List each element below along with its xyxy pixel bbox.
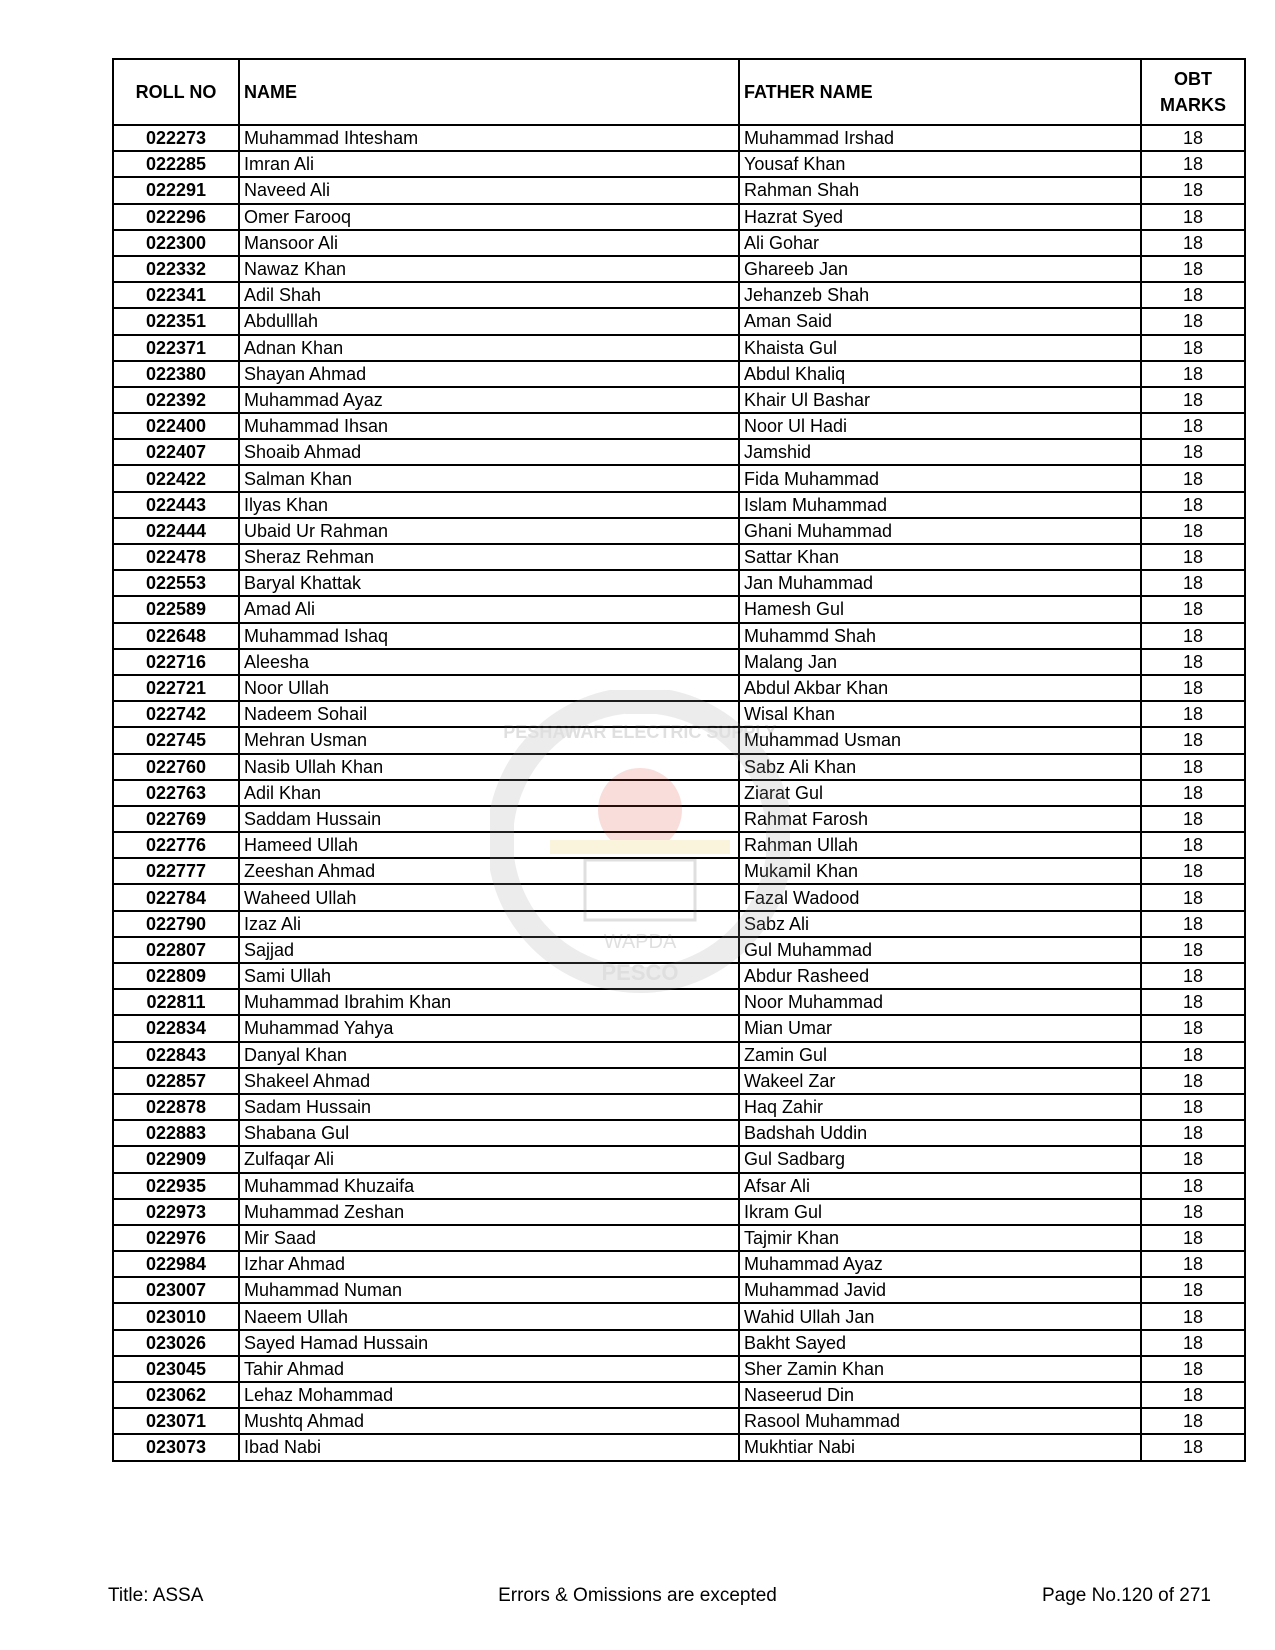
cell-obt-marks: 18 xyxy=(1141,518,1245,544)
cell-roll-no: 022407 xyxy=(113,439,239,465)
footer-title: Title: ASSA xyxy=(108,1585,204,1606)
cell-father-name: Ikram Gul xyxy=(739,1199,1141,1225)
table-row xyxy=(113,727,1245,753)
cell-father-name: Malang Jan xyxy=(739,649,1141,675)
footer-note: Errors & Omissions are excepted xyxy=(498,1585,777,1606)
cell-name: Muhammad Ishaq xyxy=(239,623,739,649)
watermark-ring-text: PESHAWAR ELECTRIC SUPPLY xyxy=(503,722,777,742)
cell-father-name: Mukhtiar Nabi xyxy=(739,1434,1141,1460)
cell-father-name: Ghani Muhammad xyxy=(739,518,1141,544)
cell-roll-no: 022973 xyxy=(113,1199,239,1225)
cell-obt-marks: 18 xyxy=(1141,832,1245,858)
table-row xyxy=(113,1382,1245,1408)
cell-obt-marks: 18 xyxy=(1141,570,1245,596)
table-row xyxy=(113,649,1245,675)
cell-father-name: Noor Ul Hadi xyxy=(739,413,1141,439)
cell-roll-no: 022444 xyxy=(113,518,239,544)
cell-obt-marks: 18 xyxy=(1141,884,1245,910)
cell-obt-marks: 18 xyxy=(1141,596,1245,622)
table-row xyxy=(113,256,1245,282)
cell-roll-no: 022332 xyxy=(113,256,239,282)
cell-name: Muhammad Ibrahim Khan xyxy=(239,989,739,1015)
cell-name: Sajjad xyxy=(239,937,739,963)
cell-obt-marks: 18 xyxy=(1141,1277,1245,1303)
cell-name: Aleesha xyxy=(239,649,739,675)
cell-father-name: Jehanzeb Shah xyxy=(739,282,1141,308)
cell-roll-no: 023045 xyxy=(113,1356,239,1382)
cell-roll-no: 022811 xyxy=(113,989,239,1015)
table-row xyxy=(113,963,1245,989)
cell-name: Naeem Ullah xyxy=(239,1303,739,1329)
cell-obt-marks: 18 xyxy=(1141,465,1245,491)
cell-father-name: Ali Gohar xyxy=(739,230,1141,256)
cell-name: Mansoor Ali xyxy=(239,230,739,256)
table-row xyxy=(113,832,1245,858)
cell-father-name: Gul Muhammad xyxy=(739,937,1141,963)
cell-name: Adnan Khan xyxy=(239,335,739,361)
cell-obt-marks: 18 xyxy=(1141,177,1245,203)
cell-obt-marks: 18 xyxy=(1141,937,1245,963)
table-row xyxy=(113,1094,1245,1120)
cell-obt-marks: 18 xyxy=(1141,1382,1245,1408)
cell-name: Sayed Hamad Hussain xyxy=(239,1330,739,1356)
table-row xyxy=(113,596,1245,622)
table-row xyxy=(113,701,1245,727)
cell-roll-no: 022883 xyxy=(113,1120,239,1146)
cell-roll-no: 022721 xyxy=(113,675,239,701)
cell-name: Muhammad Ihsan xyxy=(239,413,739,439)
cell-obt-marks: 18 xyxy=(1141,623,1245,649)
cell-roll-no: 022351 xyxy=(113,308,239,334)
cell-obt-marks: 18 xyxy=(1141,989,1245,1015)
table-row xyxy=(113,151,1245,177)
cell-roll-no: 022478 xyxy=(113,544,239,570)
cell-obt-marks: 18 xyxy=(1141,1434,1245,1460)
cell-name: Izhar Ahmad xyxy=(239,1251,739,1277)
cell-name: Shoaib Ahmad xyxy=(239,439,739,465)
table-row xyxy=(113,570,1245,596)
table-row xyxy=(113,884,1245,910)
cell-name: Muhammad Yahya xyxy=(239,1015,739,1041)
cell-obt-marks: 18 xyxy=(1141,151,1245,177)
cell-father-name: Muhammd Shah xyxy=(739,623,1141,649)
table-row xyxy=(113,1330,1245,1356)
cell-name: Sheraz Rehman xyxy=(239,544,739,570)
table-row xyxy=(113,308,1245,334)
cell-name: Adil Khan xyxy=(239,780,739,806)
cell-obt-marks: 18 xyxy=(1141,1015,1245,1041)
cell-roll-no: 022589 xyxy=(113,596,239,622)
table-row xyxy=(113,204,1245,230)
cell-name: Muhammad Khuzaifa xyxy=(239,1173,739,1199)
header-obt-marks xyxy=(1141,59,1245,125)
cell-name: Abdulllah xyxy=(239,308,739,334)
cell-name: Izaz Ali xyxy=(239,911,739,937)
table-row xyxy=(113,413,1245,439)
cell-father-name: Sher Zamin Khan xyxy=(739,1356,1141,1382)
cell-roll-no: 023026 xyxy=(113,1330,239,1356)
cell-roll-no: 022392 xyxy=(113,387,239,413)
cell-obt-marks: 18 xyxy=(1141,754,1245,780)
cell-obt-marks: 18 xyxy=(1141,387,1245,413)
cell-roll-no: 022809 xyxy=(113,963,239,989)
header-obt-marks-line1: OBT xyxy=(1174,69,1212,89)
cell-roll-no: 022296 xyxy=(113,204,239,230)
cell-obt-marks: 18 xyxy=(1141,308,1245,334)
cell-father-name: Khaista Gul xyxy=(739,335,1141,361)
cell-name: Danyal Khan xyxy=(239,1042,739,1068)
watermark-org-text: WAPDA xyxy=(603,931,677,953)
header-obt-marks-line2: MARKS xyxy=(1160,95,1226,115)
cell-roll-no: 023010 xyxy=(113,1303,239,1329)
cell-obt-marks: 18 xyxy=(1141,204,1245,230)
table-row xyxy=(113,1277,1245,1303)
cell-name: Muhammad Ayaz xyxy=(239,387,739,413)
table-row xyxy=(113,1146,1245,1172)
cell-name: Adil Shah xyxy=(239,282,739,308)
cell-name: Sami Ullah xyxy=(239,963,739,989)
cell-name: Shakeel Ahmad xyxy=(239,1068,739,1094)
cell-obt-marks: 18 xyxy=(1141,230,1245,256)
table-row xyxy=(113,989,1245,1015)
table-row xyxy=(113,911,1245,937)
cell-name: Waheed Ullah xyxy=(239,884,739,910)
table-row xyxy=(113,623,1245,649)
cell-roll-no: 022716 xyxy=(113,649,239,675)
cell-father-name: Hamesh Gul xyxy=(739,596,1141,622)
cell-name: Muhammad Numan xyxy=(239,1277,739,1303)
cell-father-name: Yousaf Khan xyxy=(739,151,1141,177)
cell-father-name: Abdul Akbar Khan xyxy=(739,675,1141,701)
cell-father-name: Noor Muhammad xyxy=(739,989,1141,1015)
table-row xyxy=(113,465,1245,491)
cell-father-name: Aman Said xyxy=(739,308,1141,334)
cell-father-name: Badshah Uddin xyxy=(739,1120,1141,1146)
table-row xyxy=(113,1408,1245,1434)
table-row xyxy=(113,544,1245,570)
cell-roll-no: 023007 xyxy=(113,1277,239,1303)
table-row xyxy=(113,387,1245,413)
table-row xyxy=(113,858,1245,884)
cell-name: Omer Farooq xyxy=(239,204,739,230)
cell-roll-no: 022300 xyxy=(113,230,239,256)
cell-obt-marks: 18 xyxy=(1141,858,1245,884)
cell-father-name: Mian Umar xyxy=(739,1015,1141,1041)
cell-obt-marks: 18 xyxy=(1141,413,1245,439)
table-row xyxy=(113,1225,1245,1251)
cell-roll-no: 022976 xyxy=(113,1225,239,1251)
table-row xyxy=(113,675,1245,701)
cell-obt-marks: 18 xyxy=(1141,256,1245,282)
watermark-abbr-text: PESCO xyxy=(601,960,679,985)
cell-roll-no: 023071 xyxy=(113,1408,239,1434)
cell-name: Naveed Ali xyxy=(239,177,739,203)
cell-roll-no: 022763 xyxy=(113,780,239,806)
cell-roll-no: 023062 xyxy=(113,1382,239,1408)
cell-obt-marks: 18 xyxy=(1141,1330,1245,1356)
cell-name: Saddam Hussain xyxy=(239,806,739,832)
results-table xyxy=(112,58,1246,1462)
table-row xyxy=(113,1015,1245,1041)
cell-name: Mir Saad xyxy=(239,1225,739,1251)
cell-obt-marks: 18 xyxy=(1141,1173,1245,1199)
table-header-row xyxy=(113,59,1245,125)
cell-obt-marks: 18 xyxy=(1141,727,1245,753)
cell-name: Nasib Ullah Khan xyxy=(239,754,739,780)
cell-name: Zeeshan Ahmad xyxy=(239,858,739,884)
cell-roll-no: 022790 xyxy=(113,911,239,937)
table-row xyxy=(113,1199,1245,1225)
cell-father-name: Islam Muhammad xyxy=(739,492,1141,518)
table-row xyxy=(113,1042,1245,1068)
cell-name: Baryal Khattak xyxy=(239,570,739,596)
cell-name: Sadam Hussain xyxy=(239,1094,739,1120)
cell-father-name: Wakeel Zar xyxy=(739,1068,1141,1094)
cell-roll-no: 022742 xyxy=(113,701,239,727)
table-row xyxy=(113,1434,1245,1460)
cell-father-name: Bakht Sayed xyxy=(739,1330,1141,1356)
cell-obt-marks: 18 xyxy=(1141,1303,1245,1329)
cell-roll-no: 022984 xyxy=(113,1251,239,1277)
cell-father-name: Tajmir Khan xyxy=(739,1225,1141,1251)
table-row xyxy=(113,1068,1245,1094)
header-roll-no: ROLL NO xyxy=(113,59,239,125)
cell-father-name: Sabz Ali xyxy=(739,911,1141,937)
cell-name: Imran Ali xyxy=(239,151,739,177)
cell-roll-no: 022935 xyxy=(113,1173,239,1199)
cell-roll-no: 022285 xyxy=(113,151,239,177)
cell-roll-no: 022784 xyxy=(113,884,239,910)
cell-name: Lehaz Mohammad xyxy=(239,1382,739,1408)
cell-father-name: Ziarat Gul xyxy=(739,780,1141,806)
cell-father-name: Wahid Ullah Jan xyxy=(739,1303,1141,1329)
cell-obt-marks: 18 xyxy=(1141,806,1245,832)
cell-father-name: Naseerud Din xyxy=(739,1382,1141,1408)
cell-father-name: Rahmat Farosh xyxy=(739,806,1141,832)
cell-name: Salman Khan xyxy=(239,465,739,491)
cell-roll-no: 022380 xyxy=(113,361,239,387)
table-row xyxy=(113,361,1245,387)
table-row xyxy=(113,492,1245,518)
cell-father-name: Abdul Khaliq xyxy=(739,361,1141,387)
cell-father-name: Rasool Muhammad xyxy=(739,1408,1141,1434)
cell-roll-no: 022834 xyxy=(113,1015,239,1041)
cell-obt-marks: 18 xyxy=(1141,649,1245,675)
cell-roll-no: 022553 xyxy=(113,570,239,596)
cell-obt-marks: 18 xyxy=(1141,361,1245,387)
cell-roll-no: 022422 xyxy=(113,465,239,491)
cell-name: Amad Ali xyxy=(239,596,739,622)
cell-obt-marks: 18 xyxy=(1141,1068,1245,1094)
cell-roll-no: 022807 xyxy=(113,937,239,963)
table-row xyxy=(113,1356,1245,1382)
cell-father-name: Rahman Shah xyxy=(739,177,1141,203)
cell-father-name: Jamshid xyxy=(739,439,1141,465)
cell-name: Shabana Gul xyxy=(239,1120,739,1146)
table-row xyxy=(113,1120,1245,1146)
header-father-name: FATHER NAME xyxy=(739,59,1141,125)
cell-obt-marks: 18 xyxy=(1141,1251,1245,1277)
cell-father-name: Hazrat Syed xyxy=(739,204,1141,230)
cell-obt-marks: 18 xyxy=(1141,675,1245,701)
table-row xyxy=(113,1251,1245,1277)
cell-name: Ilyas Khan xyxy=(239,492,739,518)
cell-obt-marks: 18 xyxy=(1141,701,1245,727)
cell-father-name: Abdur Rasheed xyxy=(739,963,1141,989)
cell-father-name: Sabz Ali Khan xyxy=(739,754,1141,780)
table-row xyxy=(113,518,1245,544)
cell-obt-marks: 18 xyxy=(1141,335,1245,361)
cell-obt-marks: 18 xyxy=(1141,1120,1245,1146)
table-row xyxy=(113,177,1245,203)
cell-obt-marks: 18 xyxy=(1141,911,1245,937)
cell-father-name: Fida Muhammad xyxy=(739,465,1141,491)
cell-roll-no: 022745 xyxy=(113,727,239,753)
cell-roll-no: 022769 xyxy=(113,806,239,832)
cell-roll-no: 022909 xyxy=(113,1146,239,1172)
cell-roll-no: 023073 xyxy=(113,1434,239,1460)
cell-obt-marks: 18 xyxy=(1141,492,1245,518)
cell-roll-no: 022857 xyxy=(113,1068,239,1094)
cell-name: Nawaz Khan xyxy=(239,256,739,282)
table-row xyxy=(113,1173,1245,1199)
header-name: NAME xyxy=(239,59,739,125)
cell-name: Ibad Nabi xyxy=(239,1434,739,1460)
cell-obt-marks: 18 xyxy=(1141,125,1245,151)
cell-obt-marks: 18 xyxy=(1141,1094,1245,1120)
cell-obt-marks: 18 xyxy=(1141,544,1245,570)
cell-father-name: Zamin Gul xyxy=(739,1042,1141,1068)
cell-obt-marks: 18 xyxy=(1141,1042,1245,1068)
cell-roll-no: 022273 xyxy=(113,125,239,151)
cell-name: Shayan Ahmad xyxy=(239,361,739,387)
cell-father-name: Sattar Khan xyxy=(739,544,1141,570)
cell-name: Hameed Ullah xyxy=(239,832,739,858)
cell-roll-no: 022400 xyxy=(113,413,239,439)
cell-roll-no: 022777 xyxy=(113,858,239,884)
cell-obt-marks: 18 xyxy=(1141,1225,1245,1251)
cell-roll-no: 022843 xyxy=(113,1042,239,1068)
results-table-container xyxy=(112,58,1226,1462)
cell-name: Mushtq Ahmad xyxy=(239,1408,739,1434)
cell-father-name: Gul Sadbarg xyxy=(739,1146,1141,1172)
cell-name: Noor Ullah xyxy=(239,675,739,701)
cell-father-name: Mukamil Khan xyxy=(739,858,1141,884)
table-body xyxy=(113,125,1245,1461)
cell-obt-marks: 18 xyxy=(1141,439,1245,465)
cell-father-name: Muhammad Javid xyxy=(739,1277,1141,1303)
cell-obt-marks: 18 xyxy=(1141,780,1245,806)
table-row xyxy=(113,439,1245,465)
cell-father-name: Muhammad Irshad xyxy=(739,125,1141,151)
cell-roll-no: 022443 xyxy=(113,492,239,518)
cell-roll-no: 022371 xyxy=(113,335,239,361)
table-row xyxy=(113,230,1245,256)
cell-father-name: Khair Ul Bashar xyxy=(739,387,1141,413)
cell-name: Zulfaqar Ali xyxy=(239,1146,739,1172)
cell-father-name: Jan Muhammad xyxy=(739,570,1141,596)
cell-name: Nadeem Sohail xyxy=(239,701,739,727)
cell-father-name: Wisal Khan xyxy=(739,701,1141,727)
cell-father-name: Muhammad Ayaz xyxy=(739,1251,1141,1277)
cell-obt-marks: 18 xyxy=(1141,282,1245,308)
cell-obt-marks: 18 xyxy=(1141,1199,1245,1225)
cell-father-name: Haq Zahir xyxy=(739,1094,1141,1120)
table-row xyxy=(113,1303,1245,1329)
cell-name: Mehran Usman xyxy=(239,727,739,753)
cell-obt-marks: 18 xyxy=(1141,1146,1245,1172)
cell-obt-marks: 18 xyxy=(1141,963,1245,989)
table-row xyxy=(113,125,1245,151)
table-row xyxy=(113,754,1245,780)
cell-obt-marks: 18 xyxy=(1141,1408,1245,1434)
table-row xyxy=(113,282,1245,308)
table-row xyxy=(113,937,1245,963)
table-row xyxy=(113,335,1245,361)
cell-roll-no: 022341 xyxy=(113,282,239,308)
cell-obt-marks: 18 xyxy=(1141,1356,1245,1382)
cell-roll-no: 022648 xyxy=(113,623,239,649)
cell-father-name: Fazal Wadood xyxy=(739,884,1141,910)
cell-name: Muhammad Ihtesham xyxy=(239,125,739,151)
cell-father-name: Rahman Ullah xyxy=(739,832,1141,858)
cell-name: Muhammad Zeshan xyxy=(239,1199,739,1225)
cell-father-name: Muhammad Usman xyxy=(739,727,1141,753)
table-row xyxy=(113,806,1245,832)
cell-roll-no: 022776 xyxy=(113,832,239,858)
cell-roll-no: 022760 xyxy=(113,754,239,780)
cell-name: Tahir Ahmad xyxy=(239,1356,739,1382)
table-row xyxy=(113,780,1245,806)
cell-roll-no: 022878 xyxy=(113,1094,239,1120)
cell-name: Ubaid Ur Rahman xyxy=(239,518,739,544)
cell-roll-no: 022291 xyxy=(113,177,239,203)
cell-father-name: Afsar Ali xyxy=(739,1173,1141,1199)
cell-father-name: Ghareeb Jan xyxy=(739,256,1141,282)
footer-page-number: Page No.120 of 271 xyxy=(1041,1585,1211,1606)
